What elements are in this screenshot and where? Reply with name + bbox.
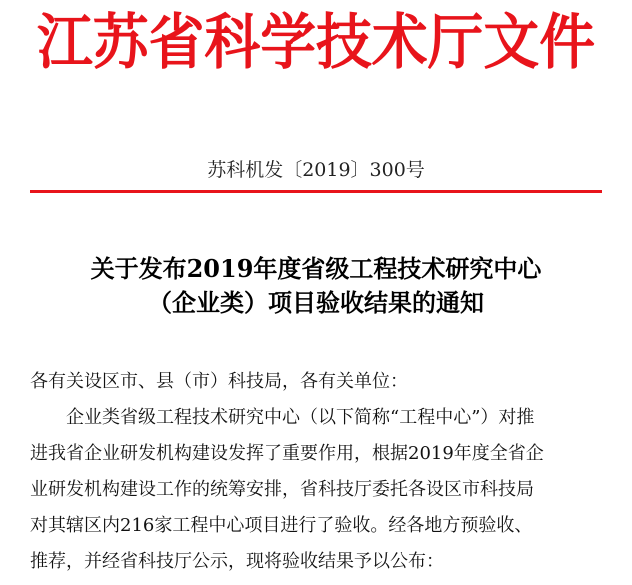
body-paragraph-line: 对其辖区内216家工程中心项目进行了验收。经各地方预验收、 bbox=[30, 515, 533, 536]
body-paragraph-line: 业研发机构建设工作的统筹安排，省科技厅委托各设区市科技局 bbox=[30, 479, 534, 500]
notice-title-line-2: （企业类）项目验收结果的通知 bbox=[148, 288, 484, 317]
salutation: 各有关设区市、县（市）科技局，各有关单位： bbox=[30, 371, 408, 392]
body-paragraph-line: 进我省企业研发机构建设发挥了重要作用，根据2019年度全省企 bbox=[30, 443, 544, 464]
document-number: 苏科机发〔2019〕300号 bbox=[207, 159, 425, 181]
body-paragraph-line: 企业类省级工程技术研究中心（以下简称“工程中心”）对推 bbox=[66, 407, 535, 428]
red-divider-line bbox=[30, 190, 602, 193]
red-header-masthead: 江苏省科学技术厅文件 bbox=[36, 8, 595, 78]
notice-title-line-1: 关于发布2019年度省级工程技术研究中心 bbox=[90, 254, 542, 283]
body-paragraph-line: 推荐，并经省科技厅公示，现将验收结果予以公布： bbox=[30, 551, 444, 572]
